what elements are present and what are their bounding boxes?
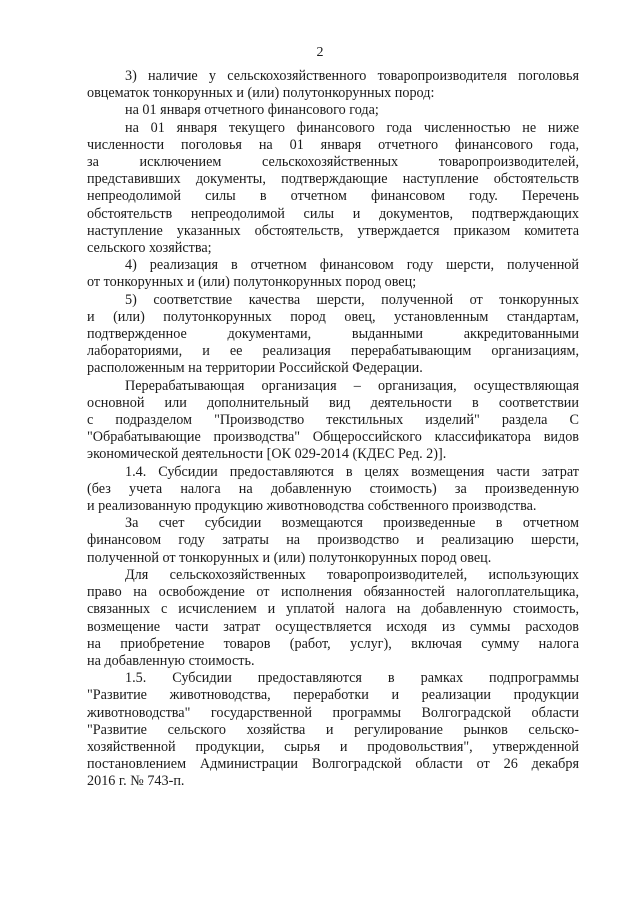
text-line: Для сельскохозяйственных товаропроизводителей, использующих bbox=[125, 566, 579, 583]
text-line: овцематок тонкорунных и (или) полутонкорунных пород: bbox=[87, 85, 435, 102]
text-line: непреодолимой силы в отчетном финансовом году. Перечень bbox=[87, 188, 579, 205]
text-line: на 01 января отчетного финансового года; bbox=[125, 102, 379, 119]
document-body-text bbox=[87, 68, 579, 791]
text-line: экономической деятельности [ОК 029-2014 (КДЕС Ред. 2)]. bbox=[87, 446, 447, 463]
text-line: За счет субсидии возмещаются произведенные в отчетном bbox=[125, 515, 579, 532]
text-line: 1.5. Субсидии предоставляются в рамках подпрограммы bbox=[125, 670, 579, 687]
text-line: "Развитие сельского хозяйства и регулирование рынков сельско- bbox=[87, 721, 579, 738]
text-line: полученной от тонкорунных и (или) полутонкорунных пород овец. bbox=[87, 549, 492, 566]
text-line: наступление указанных обстоятельств, утверждается приказом комитета bbox=[87, 222, 579, 239]
text-line: "Обрабатывающие производства" Общероссийского классификатора видов bbox=[87, 429, 579, 446]
text-line: представивших документы, подтверждающие наступление обстоятельств bbox=[87, 171, 579, 188]
text-line: на добавленную стоимость. bbox=[87, 652, 255, 669]
text-line: постановлением Администрации Волгоградской области от 26 декабря bbox=[87, 756, 579, 773]
text-line: с подразделом "Производство текстильных изделий" раздела С bbox=[87, 412, 579, 429]
text-line: численности поголовья на 01 января отчетного финансового года, bbox=[87, 136, 579, 153]
text-line: и реализованную продукцию животноводства собственного производства. bbox=[87, 498, 537, 515]
text-line: 2016 г. № 743-п. bbox=[87, 773, 185, 790]
text-line: "Развитие животноводства, переработки и реализации продукции bbox=[87, 687, 579, 704]
text-line: расположенным на территории Российской Федерации. bbox=[87, 360, 423, 377]
text-line: 3) наличие у сельскохозяйственного товаропроизводителя поголовья bbox=[125, 68, 579, 84]
text-line: Перерабатывающая организация – организация, осуществляющая bbox=[125, 377, 579, 394]
text-line: право на освобождение от исполнения обязанностей налогоплательщика, bbox=[87, 584, 579, 601]
text-line: 5) соответствие качества шерсти, полученной от тонкорунных bbox=[125, 291, 579, 308]
text-line: обстоятельств непреодолимой силы и документов, подтверждающих bbox=[87, 205, 579, 222]
text-line: финансовом году затраты на производство и реализацию шерсти, bbox=[87, 532, 579, 549]
text-line: от тонкорунных и (или) полутонкорунных пород овец; bbox=[87, 274, 417, 291]
text-line: на приобретение товаров (работ, услуг), включая сумму налога bbox=[87, 635, 579, 652]
text-line: за исключением сельскохозяйственных товаропроизводителей, bbox=[87, 154, 579, 171]
text-line: возмещение части затрат осуществляется исходя из суммы расходов bbox=[87, 618, 579, 635]
text-line: и (или) полутонкорунных пород овец, установленным стандартам, bbox=[87, 308, 579, 325]
text-line: сельского хозяйства; bbox=[87, 240, 212, 257]
text-line: на 01 января текущего финансового года численностью не ниже bbox=[125, 119, 579, 136]
text-line: связанных с исчислением и уплатой налога на добавленную стоимость, bbox=[87, 601, 579, 618]
text-line: 4) реализация в отчетном финансовом году шерсти, полученной bbox=[125, 257, 579, 274]
text-line: животноводства" государственной программы Волгоградской области bbox=[87, 704, 579, 721]
text-line: основной или дополнительный вид деятельности в соответствии bbox=[87, 394, 579, 411]
page-number: 2 bbox=[316, 45, 324, 60]
text-line: лабораториями, и ее реализация перерабатывающим организациям, bbox=[87, 343, 579, 360]
text-line: 1.4. Субсидии предоставляются в целях возмещения части затрат bbox=[125, 463, 579, 480]
text-line: хозяйственной продукции, сырья и продовольствия", утвержденной bbox=[87, 738, 579, 755]
text-line: (без учета налога на добавленную стоимость) за произведенную bbox=[87, 480, 579, 497]
text-line: подтвержденное документами, выданными аккредитованными bbox=[87, 326, 579, 343]
